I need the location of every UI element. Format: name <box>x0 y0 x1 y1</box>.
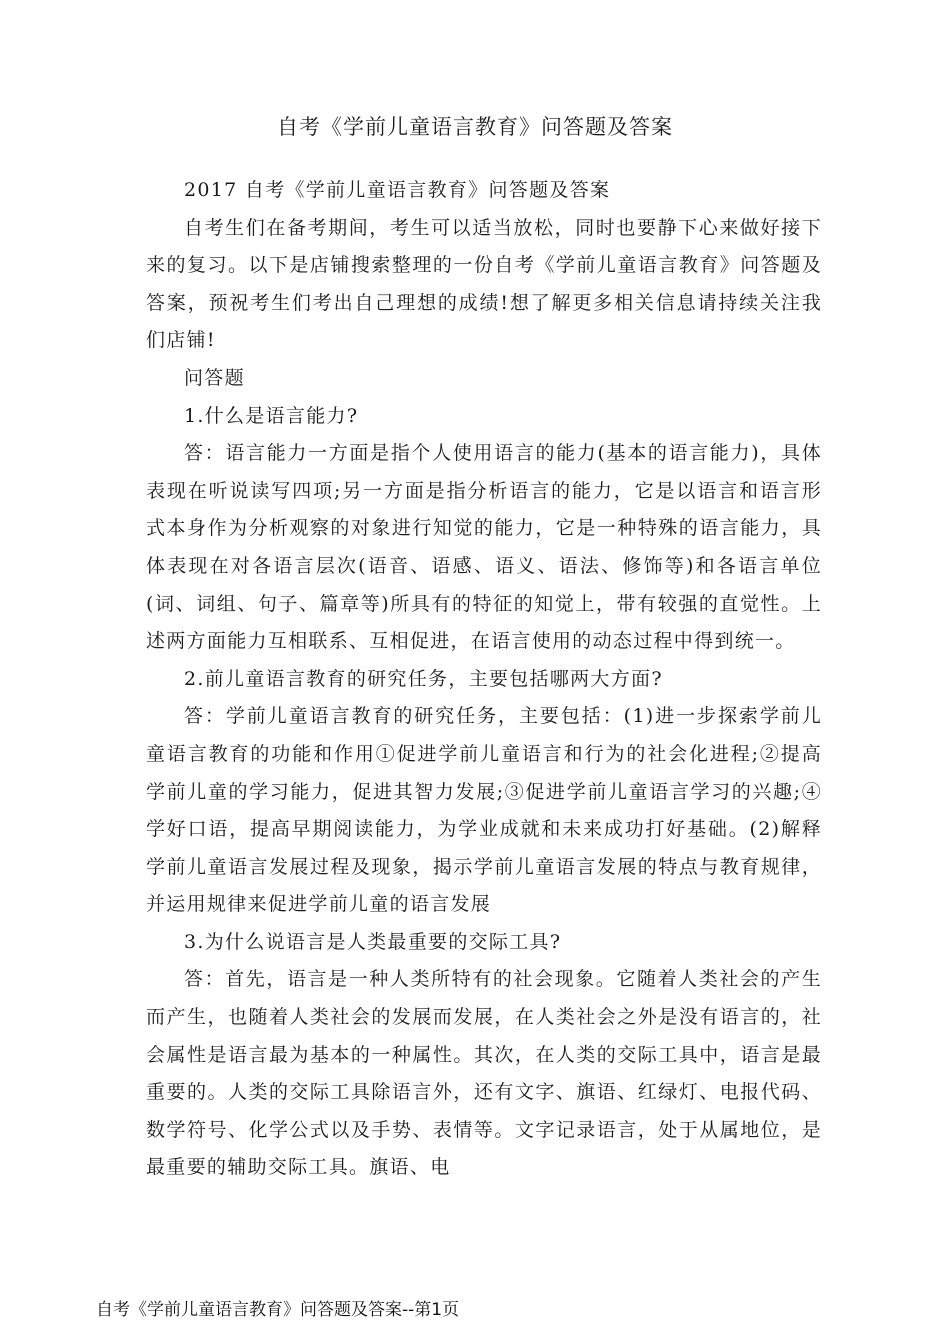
answer-3: 答：首先，语言是一种人类所特有的社会现象。它随着人类社会的产生而产生，也随着人类社会的发展而发展，在人类社会之外是没有语言的，社会属性是语言最为基本的一种属性。其次，在人类的交际工具中，语言是最重要的。人类的交际工具除语言外，还有文字、旗语、红绿灯、电报代码、数学符号、化学公式以及手势、表情等。文字记录语言，处于从属地位，是最重要的辅助交际工具。旗语、电 <box>146 968 822 1179</box>
answer-1: 答：语言能力一方面是指个人使用语言的能力(基本的语言能力)，具体表现在听说读写四项;另一方面是指分析语言的能力，它是以语言和语言形式本身作为分析观察的对象进行知觉的能力，它是一种特殊的语言能力，具体表现在对各语言层次(语音、语感、语义、语法、修饰等)和各语言单位(词、词组、句子、篇章等)所具有的特征的知觉上，带有较强的直觉性。上述两方面能力互相联系、互相促进，在语言使用的动态过程中得到统一。 <box>146 442 822 653</box>
paragraph-subtitle: 2017 自考《学前儿童语言教育》问答题及答案 <box>184 179 611 201</box>
question-1: 1.什么是语言能力? <box>184 404 359 427</box>
answer-2: 答：学前儿童语言教育的研究任务，主要包括：(1)进一步探索学前儿童语言教育的功能和作用①促进学前儿童语言和行为的社会化进程;②提高学前儿童的学习能力，促进其智力发展;③促进学前儿童语言学习的兴趣;④学好口语，提高早期阅读能力，为学业成就和未来成功打好基础。(2)解释学前儿童语言发展过程及现象，揭示学前儿童语言发展的特点与教育规律，并运用规律来促进学前儿童的语言发展 <box>146 705 822 916</box>
question-2: 2.前儿童语言教育的研究任务，主要包括哪两大方面? <box>184 667 663 690</box>
paragraph-intro: 自考生们在备考期间，考生可以适当放松，同时也要静下心来做好接下来的复习。以下是店铺搜索整理的一份自考《学前儿童语言教育》问答题及答案，预祝考生们考出自己理想的成绩!想了解更多相关信息请持续关注我们店铺! <box>146 216 822 352</box>
document-title: 自考《学前儿童语言教育》问答题及答案 <box>277 115 673 139</box>
question-3: 3.为什么说语言是人类最重要的交际工具? <box>184 930 562 953</box>
section-heading: 问答题 <box>184 366 245 389</box>
page-footer: 自考《学前儿童语言教育》问答题及答案--第1页 <box>96 1300 460 1320</box>
document-body <box>146 172 822 1187</box>
